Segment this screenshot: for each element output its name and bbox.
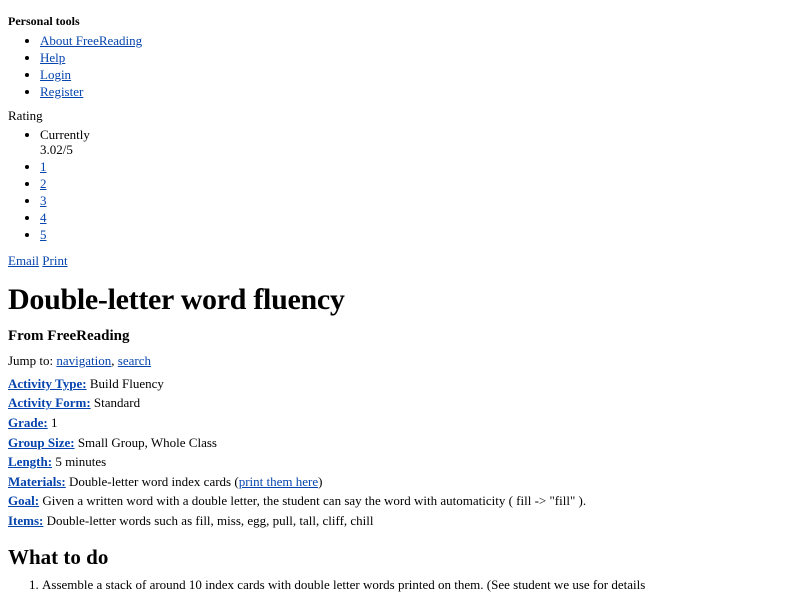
jump-to-search-link[interactable]: search <box>117 352 151 368</box>
email-link[interactable]: Email <box>8 252 40 268</box>
list-item <box>40 33 790 49</box>
print-link[interactable]: Print <box>42 252 68 268</box>
meta-label-goal[interactable]: Goal: <box>8 493 40 509</box>
link-register[interactable]: Register <box>40 84 84 99</box>
what-to-do-steps <box>8 576 790 594</box>
meta-group-size <box>8 434 790 452</box>
list-item <box>40 193 790 209</box>
meta-value-activity-type: Build Fluency <box>89 375 164 391</box>
jump-to-label: Jump to: <box>8 352 54 368</box>
meta-value-grade: 1 <box>50 414 58 430</box>
page-subtitle: From FreeReading <box>8 327 130 344</box>
jump-to <box>8 353 790 369</box>
meta-label-length[interactable]: Length: <box>8 454 53 470</box>
list-item <box>40 84 790 100</box>
meta-value-group-size: Small Group, Whole Class <box>77 434 217 450</box>
meta-items <box>8 512 790 530</box>
rating-current-value: 3.02/5 <box>40 141 73 157</box>
meta-goal <box>8 492 790 510</box>
link-login[interactable]: Login <box>40 67 72 82</box>
list-item: 1. Assemble a stack of around 10 index cards with double letter words printed on them. (See student we use for details <box>42 576 790 594</box>
rating-label: Rating <box>8 108 43 123</box>
meta-value-goal: Given a written word with a double letter, the student can say the word with automaticity ( fill -> "fill" ). <box>42 493 587 509</box>
rating-option-3[interactable]: 3 <box>40 192 47 208</box>
rating-option-2[interactable]: 2 <box>40 175 47 191</box>
rating-current-prefix: Currently <box>40 127 90 142</box>
jump-to-separator: , <box>111 352 115 368</box>
meta-label-materials[interactable]: Materials: <box>8 473 66 489</box>
meta-label-activity-form[interactable]: Activity Form: <box>8 395 91 411</box>
meta-label-items[interactable]: Items: <box>8 512 44 528</box>
meta-value-materials-after: ) <box>318 473 323 489</box>
meta-materials <box>8 473 790 491</box>
meta-label-activity-type[interactable]: Activity Type: <box>8 375 87 391</box>
meta-length <box>8 453 790 471</box>
print-them-here-link[interactable]: print them here <box>238 473 319 489</box>
rating-current <box>40 128 790 158</box>
meta-label-group-size[interactable]: Group Size: <box>8 434 75 450</box>
list-item <box>40 210 790 226</box>
jump-to-navigation-link[interactable]: navigation <box>56 352 112 368</box>
meta-value-materials-before: Double-letter word index cards ( <box>69 473 239 489</box>
rating-option-5[interactable]: 5 <box>40 226 47 242</box>
page-actions <box>8 253 790 269</box>
meta-label-grade[interactable]: Grade: <box>8 414 48 430</box>
link-help[interactable]: Help <box>40 50 66 65</box>
rating-list <box>8 128 790 243</box>
list-item <box>40 159 790 175</box>
list-item <box>40 50 790 66</box>
list-item <box>40 67 790 83</box>
link-about-freereading[interactable]: About FreeReading <box>40 33 143 48</box>
page-title: Double-letter word fluency <box>8 282 345 316</box>
meta-grade <box>8 414 790 432</box>
rating-option-4[interactable]: 4 <box>40 209 47 225</box>
meta-activity-form <box>8 394 790 412</box>
list-item <box>40 227 790 243</box>
meta-value-items: Double-letter words such as fill, miss, egg, pull, tall, cliff, chill <box>46 512 374 528</box>
meta-value-activity-form: Standard <box>93 395 141 411</box>
meta-activity-type <box>8 375 790 393</box>
personal-tools-list <box>8 33 790 100</box>
personal-tools-title: Personal tools <box>8 14 80 28</box>
meta-value-length: 5 minutes <box>55 454 107 470</box>
rating-option-1[interactable]: 1 <box>40 158 47 174</box>
section-heading-what-to-do: What to do <box>8 545 109 570</box>
list-item <box>40 176 790 192</box>
